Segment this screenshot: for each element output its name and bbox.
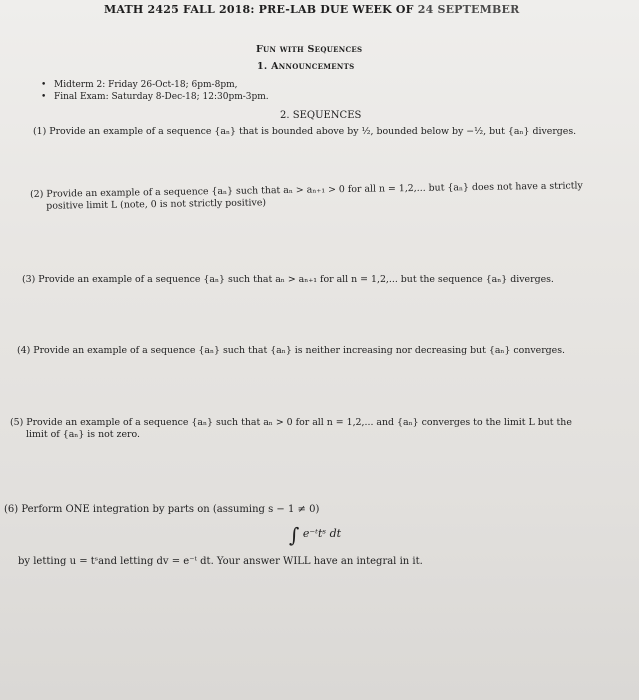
question-4 <box>17 345 565 357</box>
integral-sign: ∫ <box>289 523 300 547</box>
page-header <box>104 3 519 16</box>
question-text-line2: positive limit L (note, 0 is not strictly positive) <box>46 197 267 212</box>
question-text-line2: limit of {aₙ} is not zero. <box>26 429 140 440</box>
announcement-item: • Midterm 2: Friday 26-Oct-18; 6pm-8pm, <box>39 79 269 91</box>
question-text: Provide an example of a sequence {aₙ} such that aₙ > aₙ₊₁ > 0 for all n = 1,2,... but {aₙ} does not have a strictly <box>46 180 583 200</box>
sequences-heading: 2. SEQUENCES <box>280 110 362 121</box>
worksheet-subtitle: Fun with Sequences <box>256 44 363 55</box>
question-6 <box>4 504 319 516</box>
question-5 <box>10 417 572 441</box>
announcements-heading: 1. Announcements <box>257 61 355 72</box>
question-text: Provide an example of a sequence {aₙ} such that {aₙ} is neither increasing nor decreasing but {aₙ} converges. <box>33 345 566 356</box>
question-text: Provide an example of a sequence {aₙ} such that aₙ > 0 for all n = 1,2,... and {aₙ} converges to the limit L but the <box>26 417 572 428</box>
question-text: Provide an example of a sequence {aₙ} that is bounded above by ¹⁄₂, bounded below by −¹⁄₂, but {aₙ} diverges. <box>49 126 577 137</box>
question-number: (2) <box>30 188 44 200</box>
question-number: (3) <box>22 274 36 285</box>
header-title: MATH 2425 FALL 2018: PRE-LAB DUE WEEK OF <box>104 3 414 16</box>
question-3 <box>22 274 554 286</box>
question-number: (5) <box>10 417 24 428</box>
question-1 <box>33 126 576 138</box>
question-text: Perform ONE integration by parts on (assuming s − 1 ≠ 0) <box>21 504 320 515</box>
integral-expression <box>289 523 341 547</box>
header-title-cutoff: 24 SEPTEMBER <box>417 3 520 16</box>
question-number: (4) <box>17 345 31 356</box>
announcement-item: • Final Exam: Saturday 8-Dec-18; 12:30pm-3pm. <box>39 91 269 103</box>
question-number: (1) <box>33 126 47 137</box>
question-text: Provide an example of a sequence {aₙ} such that aₙ > aₙ₊₁ for all n = 1,2,... but the sequence {aₙ} diverges. <box>38 274 554 285</box>
announcements-list <box>39 79 269 103</box>
question-number: (6) <box>4 504 19 515</box>
question-2 <box>30 180 583 213</box>
integrand: e⁻ᵗtˢ dt <box>302 527 342 540</box>
question-6-followup: by letting u = tˢand letting dv = e⁻ᵗ dt. Your answer WILL have an integral in it. <box>18 556 423 567</box>
